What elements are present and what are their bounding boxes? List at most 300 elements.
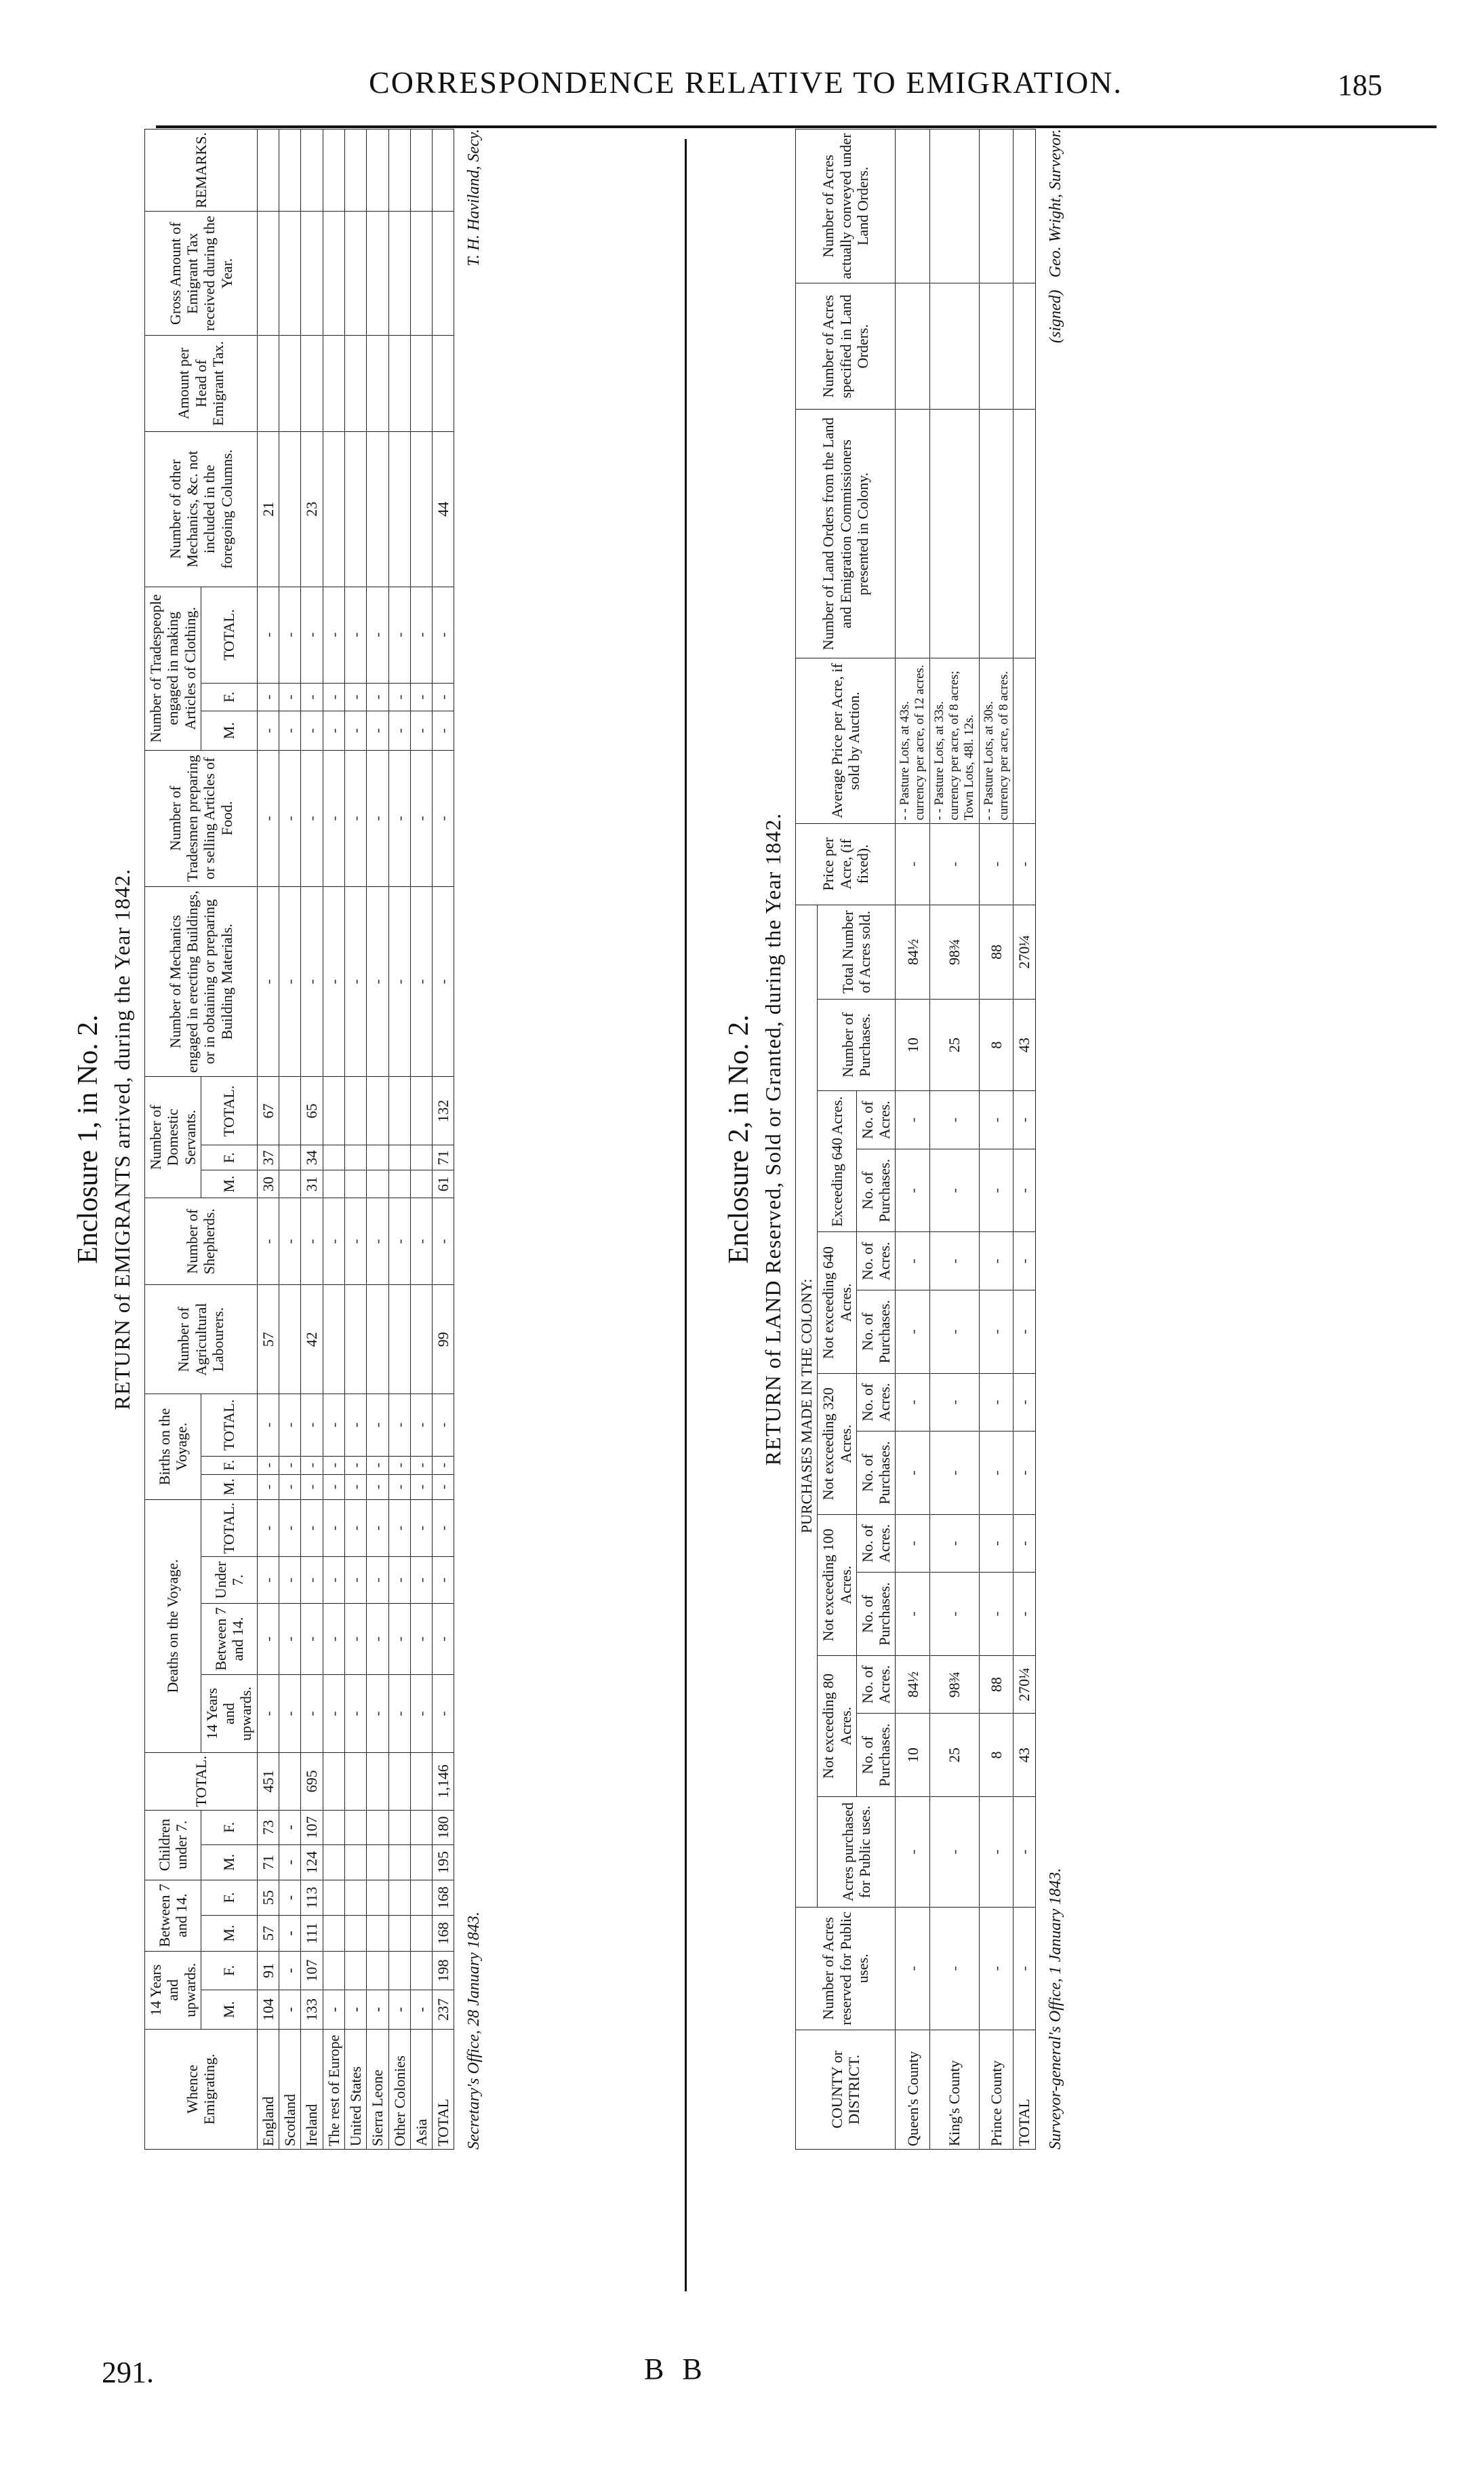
deaths-cell: - <box>257 1675 279 1753</box>
value-cell: - <box>367 1990 388 2030</box>
value-cell <box>367 1810 388 1845</box>
mechanics-building-cell: - <box>301 886 323 1077</box>
deaths-cell: - <box>257 1603 279 1674</box>
value-cell: 104 <box>257 1990 279 2030</box>
births-cell: - <box>301 1394 323 1457</box>
reserved-cell: - <box>1014 1907 1035 2030</box>
value-cell <box>410 1951 432 1990</box>
col-between-7-14: Between 7 and 14. <box>145 1880 201 1951</box>
other-mechanics-cell: 21 <box>257 431 279 587</box>
n80-acres-cell: 88 <box>979 1655 1014 1714</box>
value-cell <box>344 1916 366 1952</box>
purchase-band-cell: - <box>1014 1573 1035 1656</box>
value-cell <box>323 1916 344 1952</box>
deaths-cell: - <box>323 1603 344 1674</box>
value-cell <box>279 1753 301 1810</box>
mechanics-building-cell: - <box>344 886 366 1077</box>
other-mechanics-cell <box>279 431 301 587</box>
deaths-cell: - <box>367 1499 388 1556</box>
col-land-orders: Number of Land Orders from the Land and Emigration Commissioners presented in Colony. <box>796 410 896 658</box>
purchase-band-cell: - <box>896 1514 930 1573</box>
gross-amount-cell <box>279 212 301 336</box>
births-cell: - <box>433 1456 454 1474</box>
births-cell: - <box>257 1474 279 1499</box>
average-price-cell <box>1014 658 1035 823</box>
births-cell: - <box>433 1394 454 1457</box>
gross-amount-cell <box>388 212 410 336</box>
purchase-band-cell: - <box>1014 1373 1035 1431</box>
col-other-mechanics: Number of other Mechanics, &c. not included in the foregoing Columns. <box>145 431 258 587</box>
land-table-body <box>896 130 1035 2150</box>
deaths-cell: - <box>410 1499 432 1556</box>
clothing-cell: - <box>433 711 454 750</box>
deaths-cell: - <box>323 1557 344 1604</box>
value-cell: 133 <box>301 1990 323 2030</box>
tradesmen-food-cell: - <box>323 750 344 886</box>
value-cell <box>323 1845 344 1880</box>
acres-conveyed-cell <box>896 130 930 283</box>
purchase-band-cell: - <box>896 1431 930 1515</box>
col-remarks: REMARKS. <box>145 130 258 212</box>
sub-no-acres: No. of Acres. <box>856 1091 896 1149</box>
amount-per-head-cell <box>433 336 454 432</box>
value-cell <box>344 1810 366 1845</box>
place-cell: Scotland <box>279 2029 301 2149</box>
deaths-cell: - <box>344 1557 366 1604</box>
col-total: TOTAL. <box>145 1753 258 1810</box>
births-cell: - <box>279 1394 301 1457</box>
value-cell <box>388 1753 410 1810</box>
value-cell: 55 <box>257 1880 279 1916</box>
births-cell: - <box>367 1474 388 1499</box>
value-cell <box>410 1916 432 1952</box>
value-cell <box>344 1951 366 1990</box>
n80-acres-cell: 84½ <box>896 1655 930 1714</box>
col-total-acres-sold: Total Number of Acres sold. <box>818 905 896 999</box>
value-cell: - <box>323 1990 344 2030</box>
mechanics-building-cell: - <box>279 886 301 1077</box>
footer-page-ref: 291. <box>102 2356 154 2389</box>
place-cell: Other Colonies <box>388 2029 410 2149</box>
price-fixed-cell: - <box>979 823 1014 905</box>
amount-per-head-cell <box>323 336 344 432</box>
value-cell: 168 <box>433 1916 454 1952</box>
sub-no-acres: No. of Acres. <box>856 1514 896 1573</box>
value-cell <box>323 1810 344 1845</box>
value-cell: 57 <box>257 1916 279 1952</box>
sub-deaths-7-14: Between 7 and 14. <box>201 1603 257 1674</box>
acres-specified-cell <box>979 283 1014 410</box>
sub-f: F. <box>201 1456 257 1474</box>
births-cell: - <box>257 1394 279 1457</box>
col-n320: Not exceeding 320 Acres. <box>818 1373 857 1514</box>
domestic-f-cell: 71 <box>433 1145 454 1170</box>
value-cell <box>388 1880 410 1916</box>
deaths-cell: - <box>433 1499 454 1556</box>
sub-deaths-total: TOTAL. <box>201 1499 257 1556</box>
value-cell: 111 <box>301 1916 323 1952</box>
deaths-cell: - <box>410 1557 432 1604</box>
clothing-cell: - <box>433 683 454 711</box>
col-county: COUNTY or DISTRICT. <box>796 2030 896 2149</box>
price-fixed-cell: - <box>1014 823 1035 905</box>
sub-f: F. <box>201 1880 257 1916</box>
clothing-cell: - <box>301 683 323 711</box>
other-mechanics-cell <box>410 431 432 587</box>
value-cell: 91 <box>257 1951 279 1990</box>
value-cell: - <box>344 1990 366 2030</box>
remarks-cell <box>257 130 279 212</box>
land-orders-cell <box>896 410 930 658</box>
page-number: 185 <box>1338 68 1382 102</box>
sub-no-acres: No. of Acres. <box>856 1232 896 1290</box>
col-tradesmen-food: Number of Tradesmen preparing or selling Articles of Food. <box>145 750 258 886</box>
purchase-band-cell: - <box>1014 1290 1035 1374</box>
deaths-cell: - <box>433 1603 454 1674</box>
deaths-cell: - <box>367 1557 388 1604</box>
value-cell <box>388 1810 410 1845</box>
purchase-band-cell: - <box>979 1373 1014 1431</box>
col-reserved: Number of Acres reserved for Public uses. <box>796 1907 896 2030</box>
other-mechanics-cell <box>367 431 388 587</box>
value-cell <box>323 1753 344 1810</box>
deaths-cell: - <box>323 1499 344 1556</box>
sub-no-purchases: No. of Purchases. <box>856 1431 896 1515</box>
land-orders-cell <box>979 410 1014 658</box>
value-cell <box>367 1916 388 1952</box>
deaths-cell: - <box>301 1557 323 1604</box>
clothing-cell: - <box>367 587 388 683</box>
value-cell <box>344 1845 366 1880</box>
total-acres-sold-cell: 98¾ <box>930 905 980 999</box>
clothing-cell: - <box>344 711 366 750</box>
mechanics-building-cell: - <box>367 886 388 1077</box>
purchase-band-cell: - <box>930 1373 980 1431</box>
acres-public-cell: - <box>930 1796 980 1907</box>
sub-m: M. <box>201 1170 257 1198</box>
sub-total: TOTAL. <box>201 1077 257 1145</box>
purchase-band-cell: - <box>1014 1149 1035 1232</box>
clothing-cell: - <box>257 683 279 711</box>
deaths-cell: - <box>257 1557 279 1604</box>
remarks-cell <box>433 130 454 212</box>
clothing-cell: - <box>257 587 279 683</box>
clothing-cell: - <box>279 683 301 711</box>
mechanics-building-cell: - <box>410 886 432 1077</box>
enclosure-2-title: Enclosure 2, in No. 2. <box>723 1014 755 1264</box>
amount-per-head-cell <box>410 336 432 432</box>
clothing-cell: - <box>410 587 432 683</box>
enclosure-2-subtitle: RETURN of LAND Reserved, Sold or Granted, during the Year 1842. <box>761 812 785 1466</box>
table-row <box>388 130 410 2150</box>
col-domestic: Number of Domestic Servants. <box>145 1077 201 1198</box>
table-row <box>930 130 980 2150</box>
purchase-band-cell: - <box>1014 1431 1035 1515</box>
births-cell: - <box>344 1394 366 1457</box>
value-cell: - <box>279 1990 301 2030</box>
clothing-cell: - <box>410 683 432 711</box>
births-cell: - <box>323 1456 344 1474</box>
table-row <box>433 130 454 2150</box>
births-cell: - <box>344 1456 366 1474</box>
acres-specified-cell <box>1014 283 1035 410</box>
other-mechanics-cell <box>388 431 410 587</box>
births-cell: - <box>257 1456 279 1474</box>
births-cell: - <box>344 1474 366 1499</box>
gross-amount-cell <box>257 212 279 336</box>
agricultural-cell: 99 <box>433 1285 454 1394</box>
remarks-cell <box>410 130 432 212</box>
other-mechanics-cell <box>344 431 366 587</box>
acres-conveyed-cell <box>930 130 980 283</box>
acres-public-cell: - <box>896 1796 930 1907</box>
value-cell: 180 <box>433 1810 454 1845</box>
table-row <box>410 130 432 2150</box>
value-cell: 113 <box>301 1880 323 1916</box>
domestic-total-cell <box>323 1077 344 1145</box>
emigrants-table <box>144 129 454 2150</box>
purchase-band-cell: - <box>979 1232 1014 1290</box>
enclosure-1-panel <box>68 129 691 2150</box>
value-cell: 73 <box>257 1810 279 1845</box>
clothing-cell: - <box>323 587 344 683</box>
value-cell <box>388 1951 410 1990</box>
gross-amount-cell <box>433 212 454 336</box>
remarks-cell <box>367 130 388 212</box>
remarks-cell <box>344 130 366 212</box>
total-acres-sold-cell: 270¼ <box>1014 905 1035 999</box>
domestic-m-cell <box>344 1170 366 1198</box>
deaths-cell: - <box>388 1557 410 1604</box>
gross-amount-cell <box>301 212 323 336</box>
place-cell: United States <box>344 2029 366 2149</box>
purchase-band-cell: - <box>930 1149 980 1232</box>
value-cell <box>388 1916 410 1952</box>
other-mechanics-cell <box>323 431 344 587</box>
purchase-band-cell: - <box>896 1232 930 1290</box>
deaths-cell: - <box>344 1499 366 1556</box>
tradesmen-food-cell: - <box>279 750 301 886</box>
purchase-band-cell: - <box>930 1232 980 1290</box>
county-cell: King's County <box>930 2030 980 2149</box>
enclosure-1-subtitle: RETURN of EMIGRANTS arrived, during the Year 1842. <box>110 868 134 1410</box>
domestic-m-cell <box>410 1170 432 1198</box>
deaths-cell: - <box>388 1499 410 1556</box>
sub-no-purchases: No. of Purchases. <box>856 1290 896 1374</box>
col-amount-per-head: Amount per Head of Emigrant Tax. <box>145 336 258 432</box>
clothing-cell: - <box>388 587 410 683</box>
deaths-cell: - <box>367 1603 388 1674</box>
col-14-years: 14 Years and upwards. <box>145 1951 201 2029</box>
clothing-cell: - <box>279 587 301 683</box>
domestic-m-cell: 30 <box>257 1170 279 1198</box>
total-acres-sold-cell: 84½ <box>896 905 930 999</box>
clothing-cell: - <box>388 711 410 750</box>
purchase-band-cell: - <box>979 1573 1014 1656</box>
domestic-f-cell <box>279 1145 301 1170</box>
value-cell <box>344 1880 366 1916</box>
births-cell: - <box>388 1474 410 1499</box>
acres-conveyed-cell <box>1014 130 1035 283</box>
births-cell: - <box>279 1456 301 1474</box>
purchase-band-cell: - <box>979 1514 1014 1573</box>
col-num-purchases: Number of Purchases. <box>818 999 896 1091</box>
agricultural-cell <box>323 1285 344 1394</box>
domestic-f-cell <box>323 1145 344 1170</box>
tradesmen-food-cell: - <box>344 750 366 886</box>
births-cell: - <box>433 1474 454 1499</box>
surveyor-office-note: Surveyor-general's Office, 1 January 1843. <box>1046 1868 1064 2150</box>
n80-purchases-cell: 25 <box>930 1714 980 1797</box>
value-cell <box>410 1753 432 1810</box>
reserved-cell: - <box>979 1907 1014 2030</box>
average-price-cell: - - Pasture Lots, at 33s. currency per acre, of 8 acres; Town Lots, 48l. 12s. <box>930 658 980 823</box>
price-fixed-cell: - <box>896 823 930 905</box>
num-purchases-cell: 8 <box>979 999 1014 1091</box>
clothing-cell: - <box>388 683 410 711</box>
value-cell: 107 <box>301 1810 323 1845</box>
purchase-band-cell: - <box>930 1431 980 1515</box>
purchase-band-cell: - <box>1014 1514 1035 1573</box>
col-acres-public: Acres purchased for Public uses. <box>818 1796 896 1907</box>
domestic-f-cell: 34 <box>301 1145 323 1170</box>
sub-no-acres: No. of Acres. <box>856 1373 896 1431</box>
remarks-cell <box>279 130 301 212</box>
shepherds-cell: - <box>257 1198 279 1284</box>
value-cell: 198 <box>433 1951 454 1990</box>
shepherds-cell: - <box>279 1198 301 1284</box>
births-cell: - <box>323 1394 344 1457</box>
col-deaths: Deaths on the Voyage. <box>145 1499 201 1752</box>
value-cell: - <box>279 1951 301 1990</box>
sub-total: TOTAL. <box>201 587 257 683</box>
clothing-cell: - <box>301 711 323 750</box>
deaths-cell: - <box>344 1675 366 1753</box>
sub-no-purchases: No. of Purchases. <box>856 1573 896 1656</box>
agricultural-cell <box>410 1285 432 1394</box>
deaths-cell: - <box>388 1675 410 1753</box>
table-row <box>344 130 366 2150</box>
tradesmen-food-cell: - <box>388 750 410 886</box>
mechanics-building-cell: - <box>388 886 410 1077</box>
tradesmen-food-cell: - <box>433 750 454 886</box>
amount-per-head-cell <box>344 336 366 432</box>
purchase-band-cell: - <box>930 1514 980 1573</box>
mechanics-building-cell: - <box>257 886 279 1077</box>
place-cell: The rest of Europe <box>323 2029 344 2149</box>
shepherds-cell: - <box>433 1198 454 1284</box>
shepherds-cell: - <box>301 1198 323 1284</box>
acres-conveyed-cell <box>979 130 1014 283</box>
land-orders-cell <box>930 410 980 658</box>
births-cell: - <box>410 1394 432 1457</box>
value-cell: 1,146 <box>433 1753 454 1810</box>
domestic-m-cell <box>279 1170 301 1198</box>
value-cell: 71 <box>257 1845 279 1880</box>
land-table <box>795 129 1036 2150</box>
remarks-cell <box>323 130 344 212</box>
domestic-f-cell <box>367 1145 388 1170</box>
clothing-cell: - <box>410 711 432 750</box>
place-cell: Asia <box>410 2029 432 2149</box>
col-average-price: Average Price per Acre, if sold by Auction. <box>796 658 896 823</box>
purchase-band-cell: - <box>896 1149 930 1232</box>
col-acres-conveyed: Number of Acres actually conveyed under Land Orders. <box>796 130 896 283</box>
deaths-cell: - <box>410 1675 432 1753</box>
enclosure-1-title: Enclosure 1, in No. 2. <box>73 1014 104 1264</box>
acres-public-cell: - <box>1014 1796 1035 1907</box>
tradesmen-food-cell: - <box>410 750 432 886</box>
domestic-total-cell <box>388 1077 410 1145</box>
purchase-band-cell: - <box>1014 1091 1035 1149</box>
deaths-cell: - <box>301 1499 323 1556</box>
col-acres-specified: Number of Acres specified in Land Orders. <box>796 283 896 410</box>
purchase-band-cell: - <box>930 1290 980 1374</box>
value-cell: 695 <box>301 1753 323 1810</box>
sub-f: F. <box>201 683 257 711</box>
domestic-m-cell <box>323 1170 344 1198</box>
agricultural-cell: 42 <box>301 1285 323 1394</box>
deaths-cell: - <box>279 1603 301 1674</box>
clothing-cell: - <box>344 587 366 683</box>
tradesmen-food-cell: - <box>257 750 279 886</box>
value-cell: 451 <box>257 1753 279 1810</box>
col-n80: Not exceeding 80 Acres. <box>818 1655 857 1796</box>
domestic-total-cell: 132 <box>433 1077 454 1145</box>
col-purchases-made: PURCHASES MADE IN THE COLONY: <box>796 905 818 1907</box>
value-cell: - <box>388 1990 410 2030</box>
county-cell: Queen's County <box>896 2030 930 2149</box>
amount-per-head-cell <box>388 336 410 432</box>
tradesmen-food-cell: - <box>301 750 323 886</box>
births-cell: - <box>410 1456 432 1474</box>
acres-public-cell: - <box>979 1796 1014 1907</box>
n80-acres-cell: 270¼ <box>1014 1655 1035 1714</box>
sub-no-purchases: No. of Purchases. <box>856 1149 896 1232</box>
clothing-cell: - <box>323 711 344 750</box>
reserved-cell: - <box>896 1907 930 2030</box>
price-fixed-cell: - <box>930 823 980 905</box>
value-cell: 107 <box>301 1951 323 1990</box>
births-cell: - <box>388 1394 410 1457</box>
births-cell: - <box>367 1456 388 1474</box>
value-cell <box>367 1845 388 1880</box>
purchase-band-cell: - <box>979 1431 1014 1515</box>
table-row <box>301 130 323 2150</box>
clothing-cell: - <box>367 711 388 750</box>
acres-specified-cell <box>930 283 980 410</box>
gross-amount-cell <box>344 212 366 336</box>
sub-m: M. <box>201 1990 257 2030</box>
value-cell: - <box>279 1916 301 1952</box>
value-cell <box>323 1880 344 1916</box>
n80-purchases-cell: 8 <box>979 1714 1014 1797</box>
value-cell <box>410 1845 432 1880</box>
n80-acres-cell: 98¾ <box>930 1655 980 1714</box>
births-cell: - <box>388 1456 410 1474</box>
purchase-band-cell: - <box>896 1091 930 1149</box>
value-cell <box>323 1951 344 1990</box>
shepherds-cell: - <box>367 1198 388 1284</box>
agricultural-cell <box>367 1285 388 1394</box>
domestic-total-cell <box>344 1077 366 1145</box>
deaths-cell: - <box>388 1603 410 1674</box>
domestic-m-cell <box>367 1170 388 1198</box>
domestic-f-cell <box>344 1145 366 1170</box>
value-cell <box>367 1951 388 1990</box>
reserved-cell: - <box>930 1907 980 2030</box>
col-mechanics-building: Number of Mechanics engaged in erecting Buildings, or in obtaining or preparing Building Materials. <box>145 886 258 1077</box>
